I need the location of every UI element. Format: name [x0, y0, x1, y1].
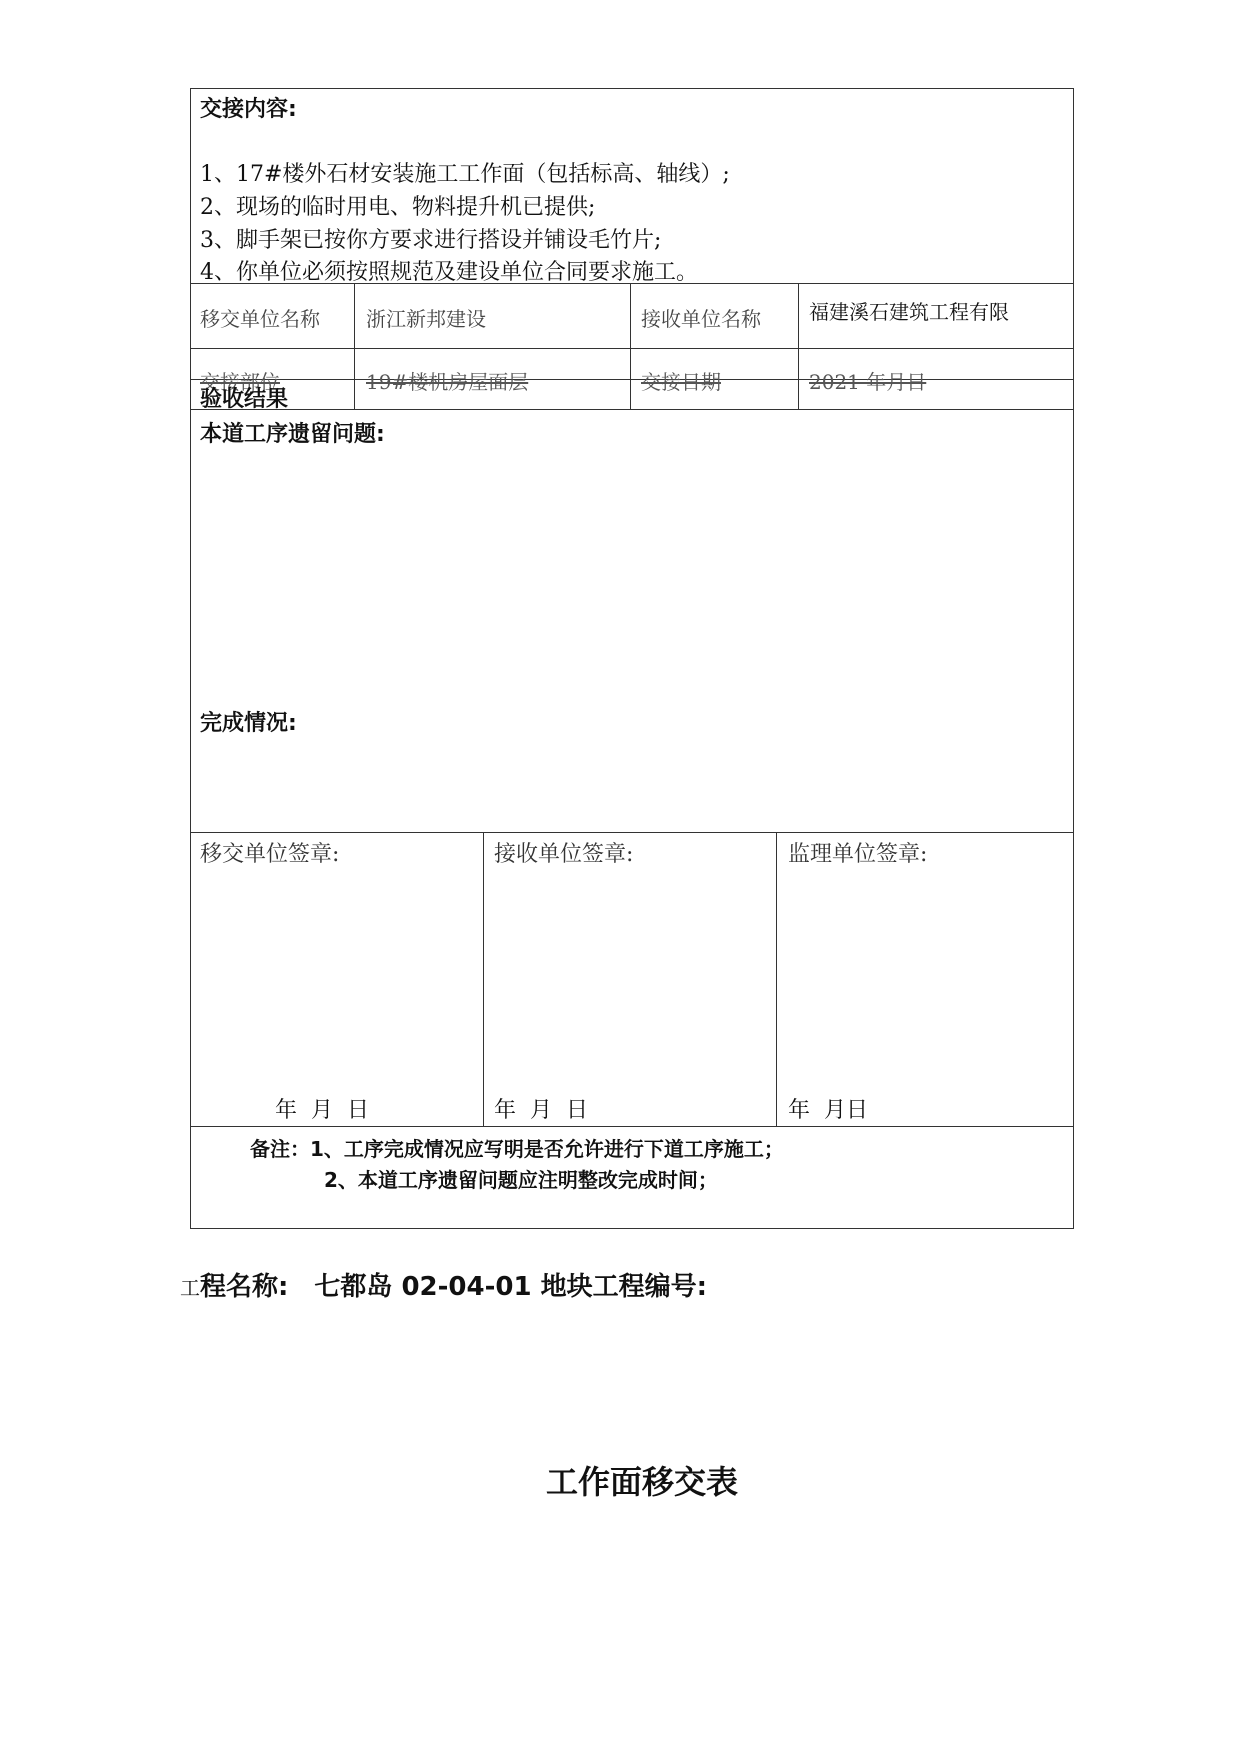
- info-mid-line: [190, 348, 1074, 349]
- supervisor-signature-label: 监理单位签章:: [788, 842, 928, 867]
- info-col-divider-1: [354, 283, 355, 409]
- date-year: 年: [275, 1098, 298, 1123]
- transfer-signature-label: 移交单位签章:: [200, 842, 340, 867]
- date-year: 年: [494, 1098, 517, 1123]
- project-name-line: [180, 1266, 707, 1303]
- date-month: 月: [530, 1098, 553, 1123]
- date-year: 年: [788, 1098, 811, 1123]
- info-top-line: [190, 283, 1074, 284]
- date-month: 月: [311, 1098, 334, 1123]
- location-value: 19#楼机房屋面层: [366, 370, 529, 394]
- completion-label: 完成情况:: [200, 711, 297, 736]
- project-name-text: 程名称: 七都岛 02-04-01 地块工程编号:: [200, 1272, 708, 1302]
- handover-item-3: 3、脚手架已按你方要求进行搭设并铺设毛竹片;: [200, 228, 662, 253]
- note-line-2: 2、本道工序遗留问题应注明整改完成时间；: [324, 1168, 718, 1192]
- info-bottom-line: [190, 379, 1074, 380]
- note-line-1: 备注：1、工序完成情况应写明是否允许进行下道工序施工；: [250, 1137, 784, 1161]
- receive-signature-label: 接收单位签章:: [494, 842, 634, 867]
- transfer-unit-label: 移交单位名称: [200, 307, 320, 331]
- acceptance-top-line: [190, 409, 1074, 410]
- project-prefix: 工: [180, 1276, 200, 1300]
- date-label: 交接日期: [641, 370, 721, 394]
- receive-unit-label: 接收单位名称: [641, 307, 761, 331]
- form-title: 工作面移交表: [546, 1463, 739, 1501]
- remaining-issues-label: 本道工序遗留问题:: [200, 422, 385, 447]
- info-col-divider-2: [630, 283, 631, 409]
- handover-item-4: 4、你单位必须按照规范及建设单位合同要求施工。: [200, 260, 698, 285]
- signature-bottom-line: [190, 1126, 1074, 1127]
- supervisor-signature-date: [788, 1093, 882, 1124]
- signature-top-line: [190, 832, 1074, 833]
- info-col-divider-3: [798, 283, 799, 409]
- handover-item-2: 2、现场的临时用电、物料提升机已提供;: [200, 195, 596, 220]
- transfer-unit-value: 浙江新邦建设: [366, 307, 486, 331]
- signature-divider-2: [776, 832, 777, 1126]
- handover-heading: 交接内容:: [200, 97, 297, 122]
- handover-item-1: 1、17#楼外石材安装施工工作面（包括标高、轴线）;: [200, 162, 730, 187]
- signature-divider-1: [483, 832, 484, 1126]
- transfer-signature-date: [275, 1093, 383, 1124]
- receive-signature-date: [494, 1093, 602, 1124]
- acceptance-heading: 验收结果: [200, 387, 289, 412]
- date-value: 2021 年月日: [809, 370, 927, 394]
- receive-unit-value: 福建溪石建筑工程有限: [809, 300, 1009, 324]
- location-label: 交接部位: [200, 370, 280, 394]
- date-day: 日: [347, 1098, 370, 1123]
- date-day: 日: [566, 1098, 589, 1123]
- date-month-day: 月日: [824, 1098, 869, 1123]
